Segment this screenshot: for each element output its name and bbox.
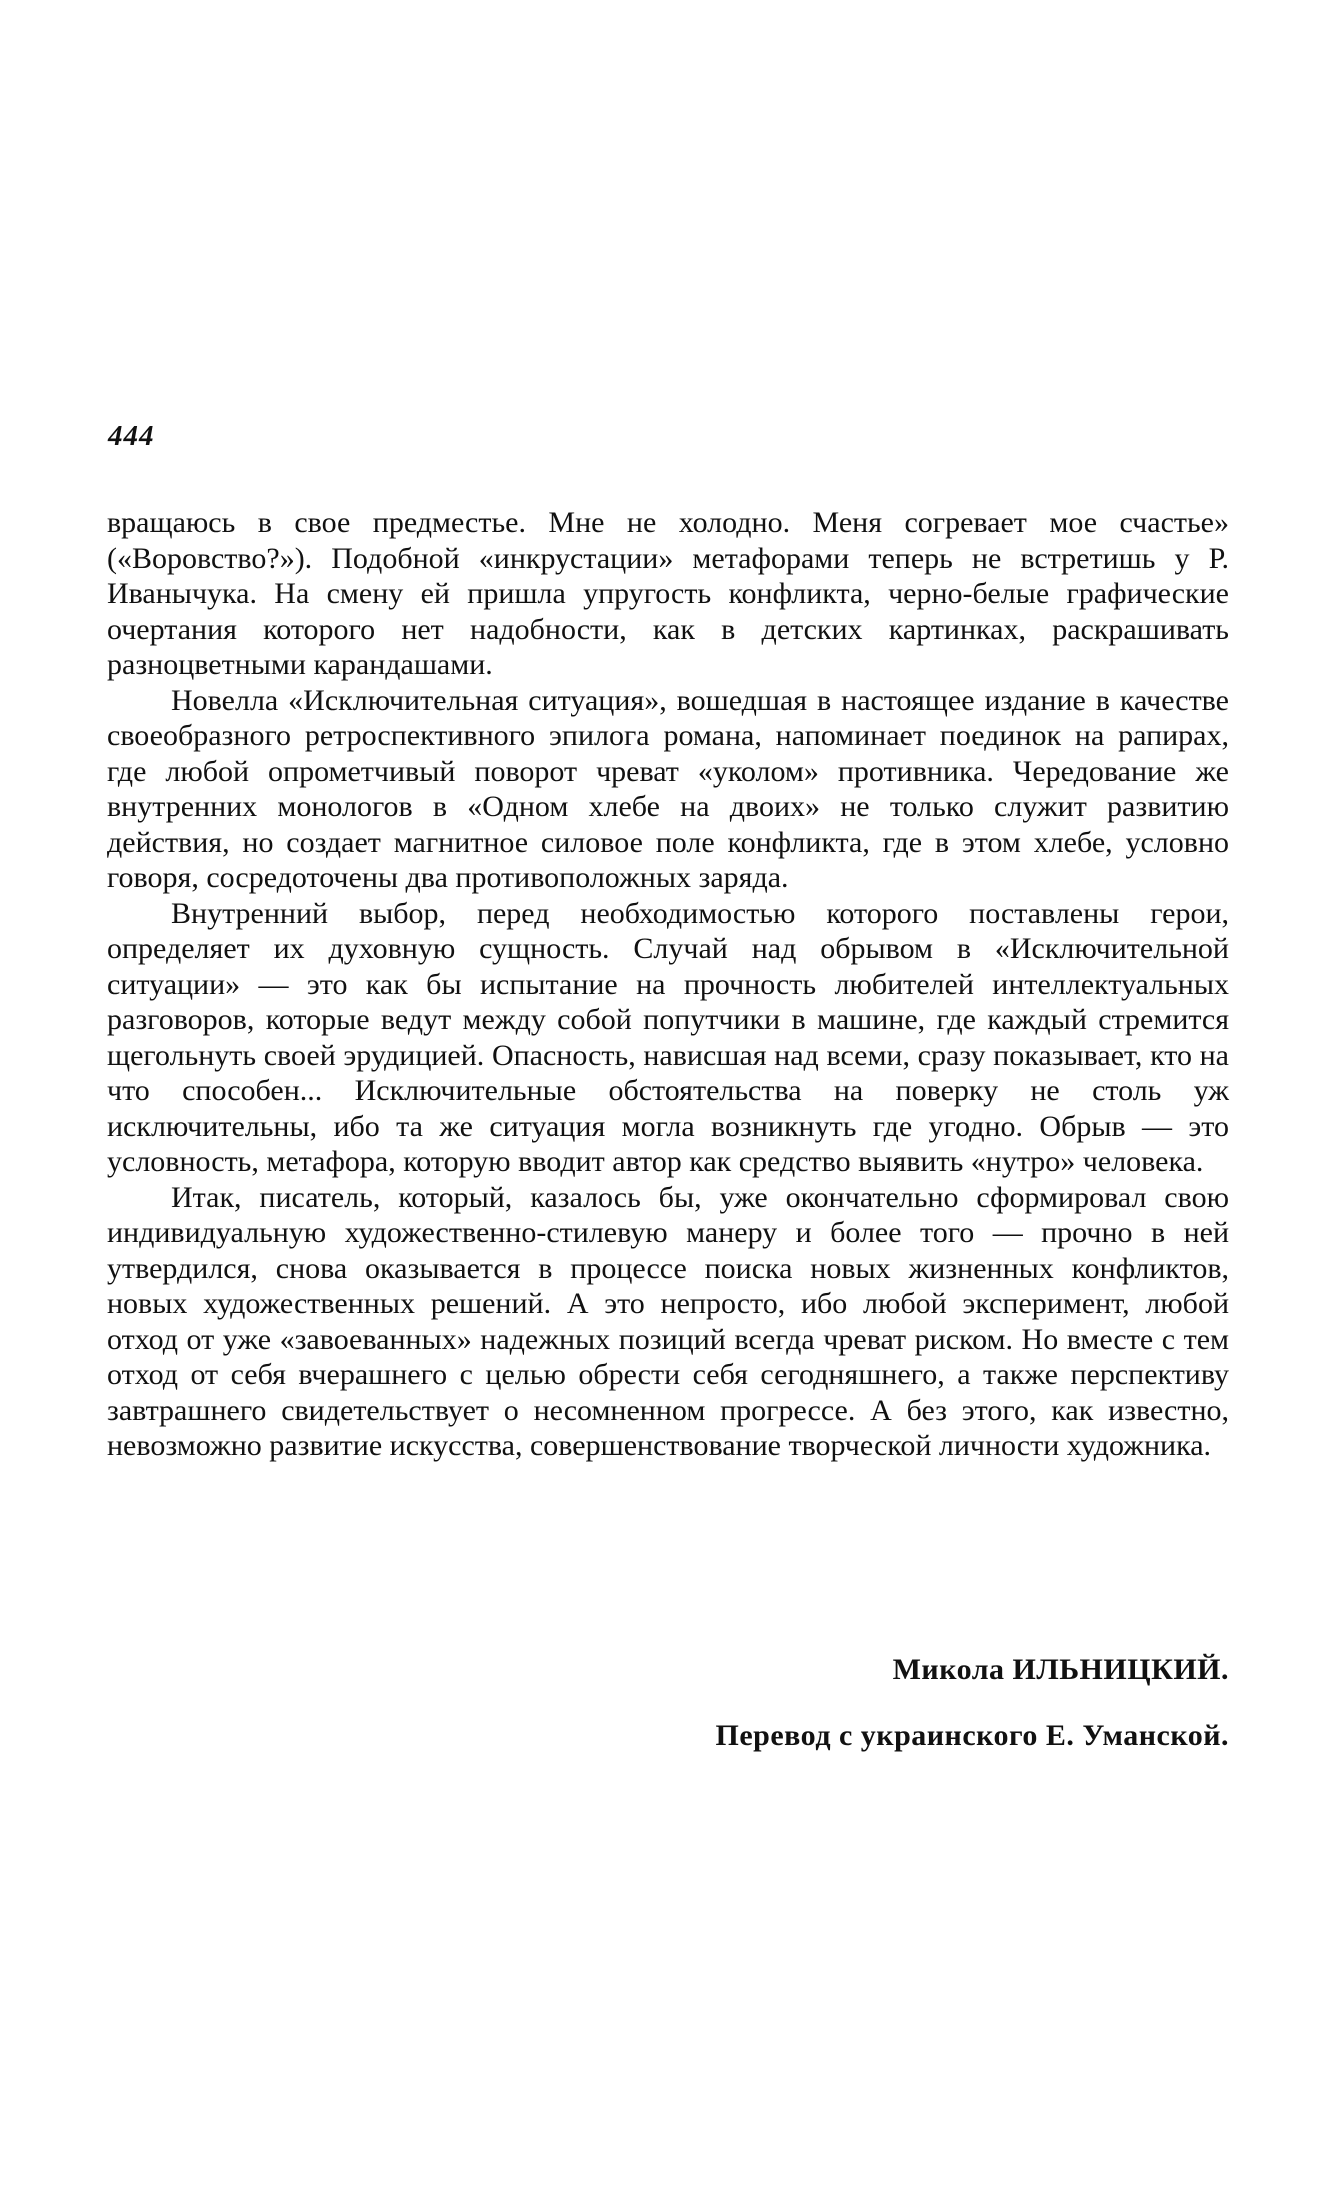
page-number: 444 [108,420,155,452]
paragraph-continuation: вращаюсь в свое предместье. Мне не холодно. Меня согревает мое счастье» («Воровство?»). Подобной «инкрустации» метафорами теперь не встретишь у Р. Иванычука. На смену ей пришла упругость конфликта, черно-белые графические очертания которого нет надобности, как в детских картинках, раскрашивать разноцветными карандашами. [107,506,1229,681]
author-signature: Микола ИЛЬНИЦКИЙ. [892,1653,1229,1686]
translation-credit: Перевод с украинского Е. Уманской. [715,1719,1229,1752]
paragraph-novella: Новелла «Исключительная ситуация», вошедшая в настоящее издание в качестве своеобразного ретроспективного эпилога романа, напоминает поединок на рапирах, где любой опрометчивый поворот чреват «уколом» противника. Чередование же внутренних монологов в «Одном хлебе на двоих» не только служит развитию действия, но создает магнитное силовое поле конфликта, где в этом хлебе, условно говоря, сосредоточены два противоположных заряда. [107,683,1229,894]
paragraph-inner-choice: Внутренний выбор, перед необходимостью которого поставлены герои, определяет их духовную сущность. Случай над обрывом в «Исключительной ситуации» — это как бы испытание на прочность любителей интеллектуальных разговоров, которые ведут между собой попутчики в машине, где каждый стремится щегольнуть своей эрудицией. Опасность, нависшая над всеми, сразу показывает, кто на что способен... Исключительные обстоятельства на поверку не столь уж исключительны, ибо та же ситуация могла возникнуть где угодно. Обрыв — это условность, метафора, которую вводит автор как средство выявить «нутро» человека. [107,896,1229,1178]
article-body [107,505,1229,1464]
paragraph-conclusion: Итак, писатель, который, казалось бы, уже окончательно сформировал свою индивидуальную художественно-стилевую манеру и более того — прочно в ней утвердился, снова оказывается в процессе поиска новых жизненных конфликтов, новых художественных решений. А это непросто, ибо любой эксперимент, любой отход от уже «завоеванных» надежных позиций всегда чреват риском. Но вместе с тем отход от себя вчерашнего с целью обрести себя сегодняшнего, а также перспективу завтрашнего свидетельствует о несомненном прогрессе. А без этого, как известно, невозможно развитие искусства, совершенствование творческой личности художника. [107,1180,1229,1462]
